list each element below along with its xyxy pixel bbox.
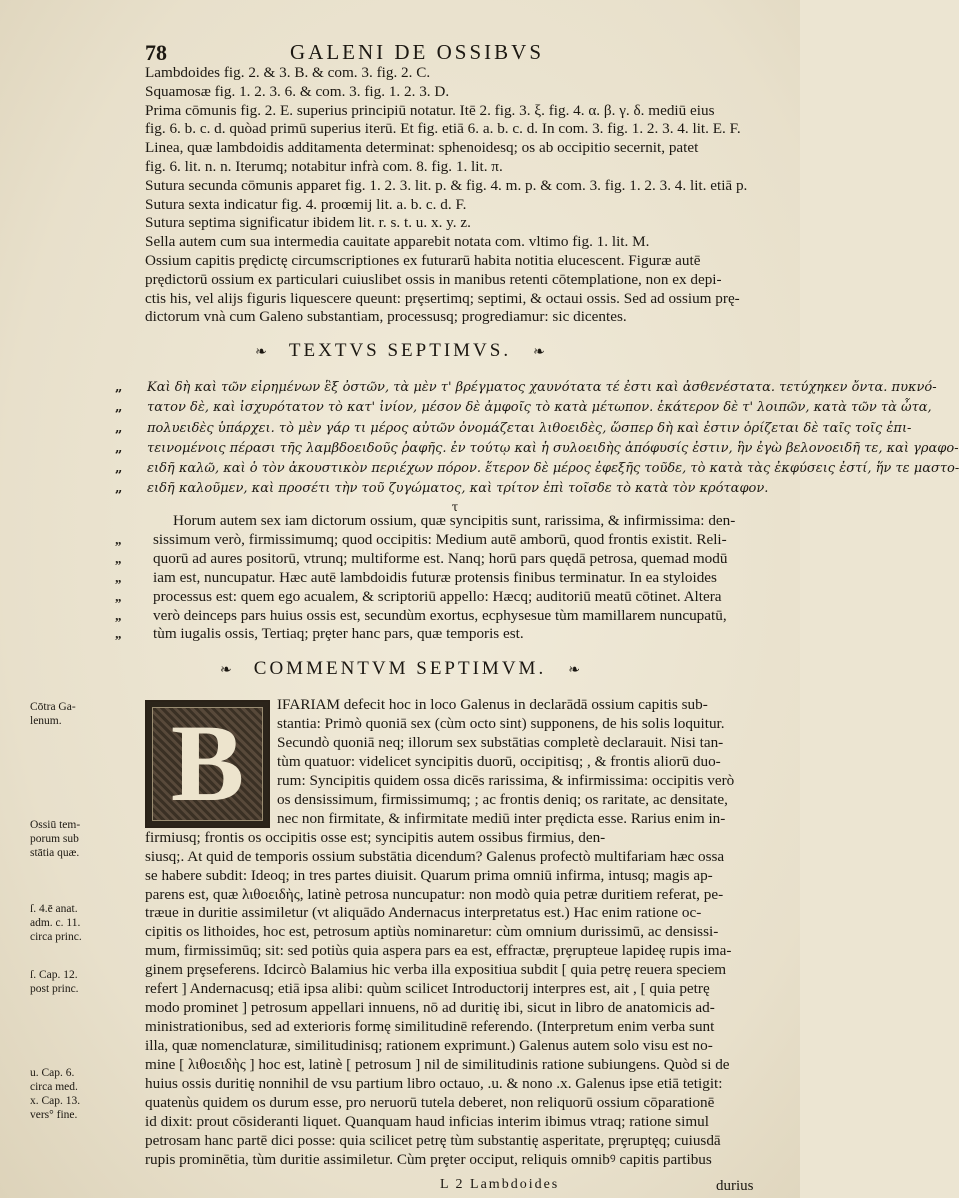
greek-line: „ ειδῆ καλῶ, καὶ ὁ τὸν ἀκουστικὸν περιέχων πόρον. ἕτερον δὲ μέρος ἐφεξῆς τοῦδε, τὸ κατὰ τὰς ἐκφύσεις ἐστί, ἥν τε μαστο- [115, 459, 795, 479]
text-line: prędictorū ossium ex particulari cuiuslibet ossis in manibus retenti cōtemplatione, non ex depi- [145, 270, 722, 288]
quote-mark: „ [115, 531, 122, 547]
commentum-line: id dixit: prout cōsideranti liquet. Quanquam haud inficias interim ibimus vtraq; ratione simul [145, 1112, 709, 1130]
text-line: ctis his, vel alijs figuris liquescere queunt: prȩsertimq; septimi, & octaui ossis. Sed ad ossium prę- [145, 289, 740, 307]
commentum-line: ministrationibus, sed ad exterioris formę similitudinē referendo. (Interpretum enim verba sunt [145, 1018, 715, 1036]
text-line: Prima cōmunis fig. 2. E. superius principiū notatur. Itē 2. fig. 3. ξ. fig. 4. α. β. γ. δ. mediū eius [145, 101, 715, 119]
commentum-line: mine [ λιθοειδὴς ] hoc est, latinè [ petrosum ] nil de similitudinis ratione subiungens. Quòd si de [145, 1056, 730, 1074]
commentum-heading-text: COMMENTVM SEPTIMVM. [253, 658, 547, 679]
quote-mark: „ [115, 420, 123, 436]
commentum-line: IFARIAM defecit hoc in loco Galenus in declarādā ossium capitis sub- [277, 696, 708, 713]
commentum-line: mum, firmissimūq; sit: sed potiùs quia aspera pars ea est, effractæ, prȩrupteue lapideę rupis ima- [145, 942, 732, 960]
commentum-line: petrosam hanc partē dici posse: quia scilicet petrę tùm substantię asperitate, prȩruptęq; cuiusdā [145, 1131, 721, 1149]
commentum-line: illa, quæ nomenclaturæ, similitudinisq; rationem exprimunt.) Galenus autem solo visu est no- [145, 1037, 713, 1055]
quote-mark: „ [115, 380, 123, 395]
text-line: Squamosæ fig. 1. 2. 3. 6. & com. 3. fig. 1. 2. 3. D. [145, 82, 450, 100]
text-line: dictorum vnà cum Galeno substantiam, processusq; progrediamur: sic dicentes. [145, 308, 627, 326]
text-line: fig. 6. lit. n. n. Iterumq; notabitur infrà com. 8. fig. 1. lit. π. [145, 157, 503, 175]
greek-text-block [115, 378, 959, 514]
greek-end-mark: τ [451, 499, 459, 514]
commentum-line: cipitis os lithoides, hoc est, petrosum aptiùs nominaretur: cùm omnium durissimū, ac densissi- [145, 923, 719, 941]
ornament-icon: ❧ [533, 345, 545, 360]
commentum-line: siusq;. At quid de temporis ossium substātia dicendum? Galenus profectò multifariam hæc ossa [145, 847, 725, 865]
commentum-line: os densissimum, firmissimumq; ; ac frontis deniq; os raritate, ac densitate, [277, 790, 728, 808]
text-line: Ossium capitis prędictę circumscriptiones ex futurarū habita notitia elucescent. Figuræ autē [145, 251, 701, 269]
quote-mark: „ [115, 400, 123, 416]
margin-note-ossium-temporum: Ossiū tem- porum sub stātia quæ. [30, 819, 81, 859]
commentum-block [145, 696, 793, 1170]
quote-mark: „ [115, 461, 123, 477]
commentum-line: Secundò quoniā neq; illorum sex substātias completè declarauit. Nisi tan- [277, 733, 724, 751]
greek-line: „ Καὶ δὴ καὶ τῶν εἰρημένων ἓξ ὀστῶν, τὰ μὲν τ' βρέγματος χαυνότατα τέ ἐστι καὶ ἀσθενέστατα. τετύχηκεν ὄντα. πυκνό- [115, 378, 795, 398]
catchword: durius [716, 1178, 754, 1194]
commentum-line: se habere subdit: Ideoq; in tres partes diuisit. Quarum prima omniū infirma, intusq; magis ap- [145, 866, 713, 884]
commentum-line: ginem prȩseferens. Idcircò Balamius hic verba illa expositiua subdit [ quia petrę reuera speciem [145, 961, 727, 979]
text-line: Sutura septima significatur ibidem lit. r. s. t. u. x. y. z. [145, 214, 471, 232]
signature-mark: L 2 Lambdoides [440, 1177, 560, 1192]
text-line: Sella autem cum sua intermedia cauitate apparebit notata com. vltimo fig. 1. lit. M. [145, 233, 650, 251]
textus-line: „ sissimum verò, firmissimumq; quod occipitis: Medium autē amborū, quod frontis existit. Reli- [115, 530, 727, 548]
ornament-icon: ❧ [568, 663, 580, 678]
quote-mark: „ [115, 588, 122, 604]
textus-line: „ verò deinceps pars huius ossis est, secundùm exortus, ecphysesue tùm mamillarem nuncupatū, [115, 606, 727, 624]
running-title: GALENI DE OSSIBVS [290, 40, 545, 64]
greek-line: „ ειδῆ καλοῦμεν, καὶ προσέτι τὴν τοῦ ζυγώματος, καὶ τρίτον ἐπὶ τοῖσδε τὸ κατὰ τὸν κρόταφον. [115, 479, 795, 499]
commentum-line: firmiusq; frontis os occipitis osse est; syncipitis autem ossibus firmius, den- [145, 828, 606, 846]
commentum-heading [0, 658, 800, 680]
text-line: Sutura secunda cōmunis apparet fig. 1. 2. 3. lit. p. & fig. 4. m. p. & com. 3. fig. 1. 2. 3. 4. lit. etiā p. [145, 176, 748, 194]
ornament-icon: ❧ [255, 345, 267, 360]
quote-mark: „ [115, 607, 122, 623]
quote-mark: „ [115, 440, 123, 456]
commentum-line: quatenùs quidem os durum esse, pro neruorū tutela deberet, non reliquorū ossium cōparationē [145, 1094, 715, 1112]
quote-mark: „ [115, 626, 122, 642]
commentum-line: parens est, quæ λιθοειδὴς, latinè petrosa nuncupatur: non modò quia petræ duritiem referat, pe- [145, 885, 724, 903]
page-header [145, 40, 795, 66]
commentum-line: stantia: Primò quoniā sex (cùm octo sint) supponens, de his solis loquitur. [277, 714, 725, 732]
quote-mark: „ [115, 481, 123, 497]
textus-heading [0, 340, 800, 362]
commentum-line: huius ossis duritię nonnihil de vsu partium libro octauo, .u. & nono .x. Galenus ipse etiā tetigit: [145, 1075, 723, 1093]
quote-mark: „ [115, 569, 122, 585]
commentum-line: nec non firmitate, & infirmitate mediū inter prędicta esse. Rarius enim in- [277, 809, 726, 827]
quote-mark: „ [115, 550, 122, 566]
greek-line: „ τεινομένοις πέρασι τῆς λαμβδοειδοῦς ῥαφῆς. ἐν τούτῳ καὶ ἡ συλοειδὴς ἀπόφυσίς ἐστιν, ἣν ἐγὼ βελονοειδῆ τε, καὶ γραφο- [115, 439, 795, 459]
textus-line: „ quorū ad aures positorū, vtrunq; multiforme est. Nanq; horū pars quędā petrosa, quemad modū [115, 549, 728, 567]
margin-note-reference: ſ. Cap. 12. post princ. [30, 969, 79, 995]
greek-line: „ πολυειδὲς ὑπάρχει. τὸ μὲν γάρ τι μέρος αὐτῶν ὀνομάζεται λιθοειδὲς, ὥσπερ δὴ καὶ ἐστιν ὁρίζεται δὲ ταῖς τοῖς ἐπι- [115, 419, 795, 439]
figure-reference-list [145, 64, 790, 327]
textus-heading-text: TEXTVS SEPTIMVS. [288, 340, 512, 361]
textus-line: „ tùm iugalis ossis, Tertiaq; prȩter hanc pars, quæ temporis est. [115, 625, 524, 643]
textus-line: Horum autem sex iam dictorum ossium, quæ syncipitis sunt, rarissima, & infirmissima: den- [173, 512, 736, 529]
text-line: Lambdoides fig. 2. & 3. B. & com. 3. fig. 2. C. [145, 64, 431, 81]
commentum-line: refert ] Andernacusq; etiā ipsa alibi: quùm scilicet Introductorij interpres est, ait , [ quia petrę [145, 980, 710, 998]
commentum-line: rupis prominētia, tùm duritie assimiletur. Cùm prȩter occiput, reliquis omnibꝰ capitis partibus [145, 1150, 712, 1168]
commentum-line: tùm quatuor: videlicet syncipitis duorū, occipitisq; , & frontis aliorū duo- [277, 752, 721, 770]
text-line: Linea, quæ lambdoidis additamenta determinat: sphenoidesq; os ab occipitio secernit, patet [145, 139, 699, 157]
text-line: fig. 6. b. c. d. quòad primū superius iterū. Et fig. etiā 6. a. b. c. d. In com. 3. fig. 1. 2. 3. 4. lit. E. F. [145, 120, 741, 138]
greek-line: „ τατον δὲ, καὶ ἰσχυρότατον τὸ κατ' ἰνίον, μέσον δὲ ἀμφοῖς τὸ κατὰ μέτωπον. ἑκάτερον δὲ τ' λοιπῶν, κατὰ τῶν τὰ ὦτα, [115, 398, 795, 418]
margin-note-contra-galenum: Cōtra Ga- lenum. [30, 701, 76, 727]
ornament-icon: ❧ [220, 663, 232, 678]
commentum-line: rum: Syncipitis quidem ossa dicēs rarissima, & infirmissima: occipitis verò [277, 771, 735, 789]
margin-note-reference: u. Cap. 6. circa med. x. Cap. 13. vers° fine. [30, 1067, 81, 1121]
initial-letter: B [170, 702, 245, 824]
commentum-line: modo prominet ] petrosum appellari innuens, nō ad duritię ibi, sicut in libro de anatomicis ad- [145, 999, 715, 1017]
text-line: Sutura sexta indicatur fig. 4. proœmij lit. a. b. c. d. F. [145, 195, 467, 213]
textus-line: „ processus est: quem ego acualem, & scriptoriū appello: Hæcq; auditoriū meatū cōtinet. Altera [115, 587, 722, 605]
page-number: 78 [145, 40, 167, 65]
textus-line: „ iam est, nuncupatur. Hæc autē lambdoidis futuræ protensis finibus terminatur. In ea styloides [115, 568, 717, 586]
latin-textus-block [115, 512, 795, 644]
margin-note-reference: ſ. 4.ē anat. adm. c. 11. circa princ. [30, 903, 82, 943]
commentum-line: træue in duritie assimiletur (vt aliquādo Andernacus interpretatus est.) Hac enim ratione oc- [145, 904, 702, 922]
